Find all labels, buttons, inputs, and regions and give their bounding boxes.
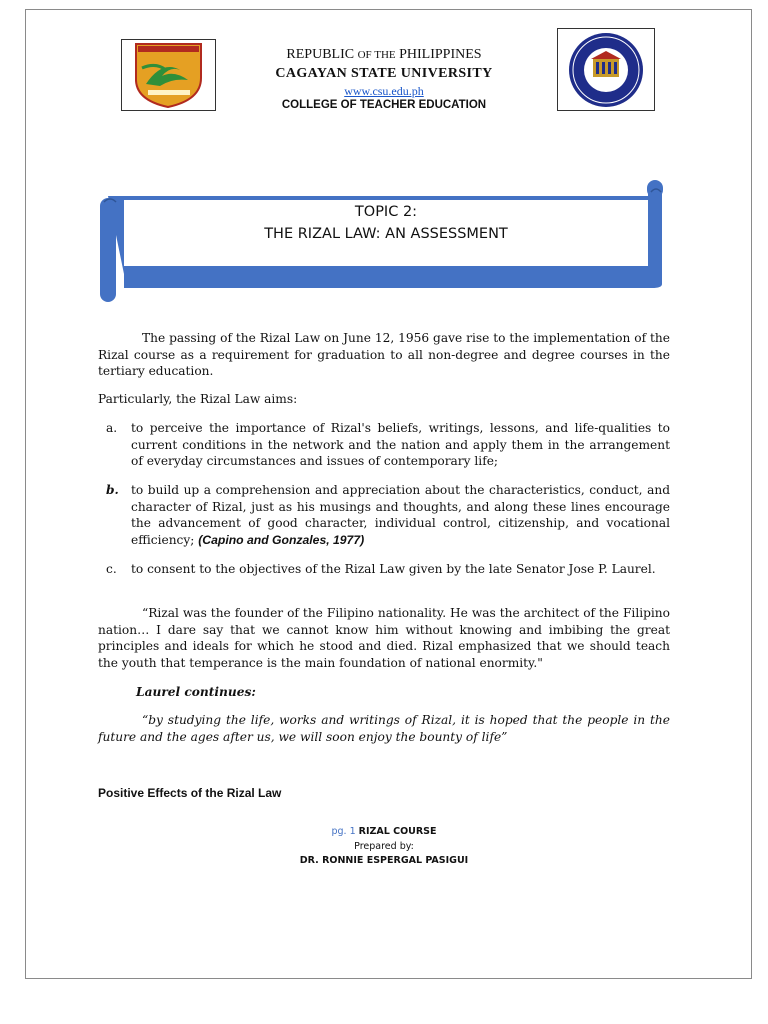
- page-number: pg. 1: [331, 826, 356, 837]
- topic-number: TOPIC 2:: [354, 204, 418, 220]
- list-label-c: c.: [106, 562, 117, 576]
- list-label-a: a.: [106, 421, 118, 435]
- republic-part-1: REPUBLIC: [286, 47, 358, 62]
- republic-part-2: PHILIPPINES: [395, 47, 482, 62]
- citation: (Capino and Gonzales, 1977): [198, 532, 365, 547]
- aims-lead: Particularly, the Rizal Law aims:: [98, 392, 298, 406]
- website-link[interactable]: www.csu.edu.ph: [344, 84, 424, 98]
- list-text-a: to perceive the importance of Rizal's beliefs, writings, lessons, and life-qualities to current conditions in the network and the nation and apply them in the arrangement of everyday circumstances and issues of contemporary life;: [131, 421, 670, 469]
- list-item-a: [98, 420, 670, 470]
- laurel-quote-paragraph: “Rizal was the founder of the Filipino nationality. He was the architect of the Filipino nation… I dare say that we cannot know him without knowing and imbibing the great principles and ideals for which he stood and died. Rizal emphasized that we should teach the youth that temperance is the main foundation of national enormity.": [98, 606, 670, 670]
- author-name: DR. RONNIE ESPERGAL PASIGUI: [299, 855, 469, 866]
- list-text-b-body: to build up a comprehension and appreciation about the characteristics, conduct, and character of Rizal, just as his musings and thoughts, and along these lines encourage the advancement of good character, individual control, citizenship, and vocational efficiency;: [131, 483, 670, 547]
- list-item-c: [98, 561, 670, 578]
- laurel-italic-quote: “by studying the life, works and writings of Rizal, it is hoped that the people in the future and the ages after us, we will soon enjoy the bounty of life”: [98, 713, 670, 744]
- topic-title: THE RIZAL LAW: AN ASSESSMENT: [264, 226, 508, 242]
- college-name: COLLEGE OF TEACHER EDUCATION: [281, 99, 487, 111]
- section-heading: Positive Effects of the Rizal Law: [98, 786, 282, 800]
- list-label-b: b.: [106, 483, 119, 497]
- republic-of-the: OF THE: [357, 49, 396, 61]
- footer-line-1: [0, 826, 768, 837]
- course-label: RIZAL COURSE: [358, 826, 437, 837]
- list-text-c: to consent to the objectives of the Rizal Law given by the late Senator Jose P. Laurel.: [131, 562, 656, 576]
- list-item-b: [98, 482, 670, 548]
- laurel-continues: Laurel continues:: [136, 685, 256, 699]
- republic-line: [0, 47, 768, 63]
- prepared-by: Prepared by:: [354, 841, 414, 852]
- list-text-b: [131, 482, 670, 548]
- intro-paragraph: The passing of the Rizal Law on June 12, 1956 gave rise to the implementation of the Rizal course as a requirement for graduation to all non-degree and degree courses in the tertiary education.: [98, 331, 670, 379]
- university-name: CAGAYAN STATE UNIVERSITY: [275, 66, 493, 81]
